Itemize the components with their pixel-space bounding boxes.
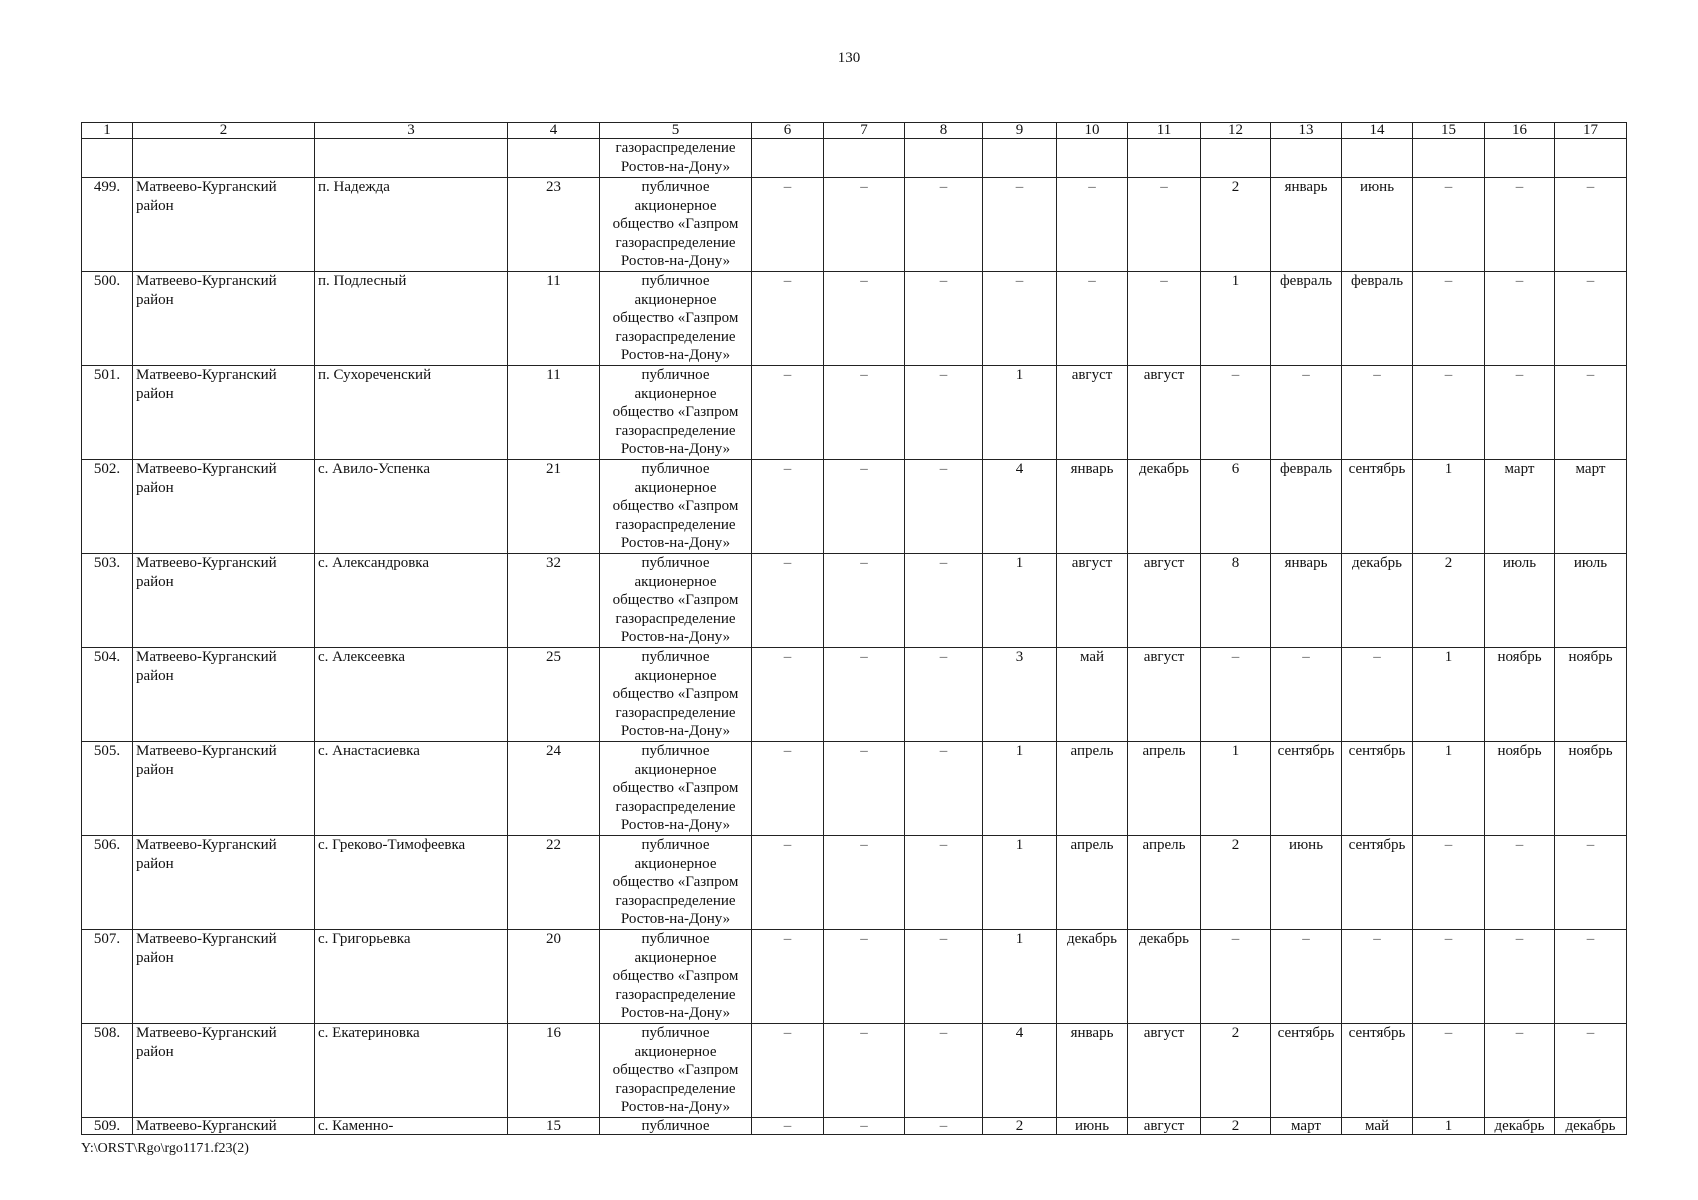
value-cell-6: – xyxy=(752,1118,824,1135)
value-cell-10: январь xyxy=(1057,1024,1128,1118)
value-cell-16: – xyxy=(1485,930,1555,1024)
value-cell-14: июнь xyxy=(1342,178,1413,272)
district-cell: Матвеево-Курганский район xyxy=(133,554,315,648)
count-cell: 20 xyxy=(508,930,600,1024)
table-row xyxy=(82,836,1627,930)
value-cell-10: – xyxy=(1057,272,1128,366)
settlement-cell: с. Алексеевка xyxy=(315,648,508,742)
value-cell-12: – xyxy=(1201,930,1271,1024)
value-cell-11: – xyxy=(1128,178,1201,272)
column-header: 10 xyxy=(1057,123,1128,139)
value-cell-17: – xyxy=(1555,836,1627,930)
operator-cell: публичное акционерное общество «Газпром газораспределение Ростов-на-Дону» xyxy=(600,1024,752,1118)
value-cell-7: – xyxy=(824,178,905,272)
value-cell-13: февраль xyxy=(1271,460,1342,554)
column-header: 17 xyxy=(1555,123,1627,139)
count-cell: 22 xyxy=(508,836,600,930)
value-cell-10: декабрь xyxy=(1057,930,1128,1024)
table-cell xyxy=(1128,139,1201,178)
row-number-cell: 509. xyxy=(82,1118,133,1135)
value-cell-9: 2 xyxy=(983,1118,1057,1135)
operator-cell: публичное акционерное общество «Газпром газораспределение Ростов-на-Дону» xyxy=(600,742,752,836)
value-cell-11: декабрь xyxy=(1128,930,1201,1024)
value-cell-9: – xyxy=(983,178,1057,272)
count-cell: 11 xyxy=(508,366,600,460)
value-cell-10: апрель xyxy=(1057,742,1128,836)
value-cell-7: – xyxy=(824,272,905,366)
value-cell-9: 1 xyxy=(983,742,1057,836)
value-cell-7: – xyxy=(824,930,905,1024)
operator-cell: газораспределение Ростов-на-Дону» xyxy=(600,139,752,178)
continuation-row xyxy=(82,139,1627,178)
settlement-cell: с. Авило-Успенка xyxy=(315,460,508,554)
value-cell-15: – xyxy=(1413,366,1485,460)
value-cell-12: 2 xyxy=(1201,1118,1271,1135)
settlement-cell: п. Сухореченский xyxy=(315,366,508,460)
district-cell: Матвеево-Курганский район xyxy=(133,366,315,460)
column-header: 2 xyxy=(133,123,315,139)
table-row xyxy=(82,460,1627,554)
value-cell-16: ноябрь xyxy=(1485,742,1555,836)
district-cell: Матвеево-Курганский район xyxy=(133,742,315,836)
count-cell: 11 xyxy=(508,272,600,366)
value-cell-16: ноябрь xyxy=(1485,648,1555,742)
value-cell-13: – xyxy=(1271,648,1342,742)
operator-cell: публичное акционерное общество «Газпром газораспределение Ростов-на-Дону» xyxy=(600,460,752,554)
count-cell: 16 xyxy=(508,1024,600,1118)
value-cell-11: август xyxy=(1128,648,1201,742)
value-cell-13: январь xyxy=(1271,554,1342,648)
value-cell-16: – xyxy=(1485,178,1555,272)
value-cell-11: – xyxy=(1128,272,1201,366)
table-cell xyxy=(1485,139,1555,178)
value-cell-17: – xyxy=(1555,1024,1627,1118)
operator-cell: публичное акционерное общество «Газпром газораспределение Ростов-на-Дону» xyxy=(600,930,752,1024)
value-cell-11: август xyxy=(1128,554,1201,648)
value-cell-14: – xyxy=(1342,366,1413,460)
value-cell-16: июль xyxy=(1485,554,1555,648)
district-cell: Матвеево-Курганский район xyxy=(133,178,315,272)
value-cell-15: 1 xyxy=(1413,460,1485,554)
table-row xyxy=(82,272,1627,366)
value-cell-15: 1 xyxy=(1413,648,1485,742)
column-header: 7 xyxy=(824,123,905,139)
value-cell-12: 2 xyxy=(1201,836,1271,930)
value-cell-8: – xyxy=(905,554,983,648)
operator-cell: публичное xyxy=(600,1118,752,1135)
value-cell-7: – xyxy=(824,648,905,742)
value-cell-6: – xyxy=(752,836,824,930)
value-cell-17: март xyxy=(1555,460,1627,554)
table-row xyxy=(82,366,1627,460)
value-cell-10: май xyxy=(1057,648,1128,742)
value-cell-9: 1 xyxy=(983,930,1057,1024)
value-cell-15: – xyxy=(1413,930,1485,1024)
value-cell-17: декабрь xyxy=(1555,1118,1627,1135)
settlement-cell: с. Анастасиевка xyxy=(315,742,508,836)
value-cell-17: – xyxy=(1555,272,1627,366)
table-cell xyxy=(82,139,133,178)
column-number-header-row xyxy=(82,123,1627,139)
table-row xyxy=(82,930,1627,1024)
value-cell-6: – xyxy=(752,930,824,1024)
value-cell-6: – xyxy=(752,366,824,460)
value-cell-7: – xyxy=(824,554,905,648)
table-row xyxy=(82,1024,1627,1118)
value-cell-17: – xyxy=(1555,178,1627,272)
settlement-cell: с. Греково-Тимофеевка xyxy=(315,836,508,930)
table-row xyxy=(82,178,1627,272)
operator-cell: публичное акционерное общество «Газпром газораспределение Ростов-на-Дону» xyxy=(600,648,752,742)
value-cell-6: – xyxy=(752,648,824,742)
table-row xyxy=(82,648,1627,742)
count-cell: 21 xyxy=(508,460,600,554)
value-cell-6: – xyxy=(752,1024,824,1118)
operator-cell: публичное акционерное общество «Газпром газораспределение Ростов-на-Дону» xyxy=(600,836,752,930)
value-cell-16: март xyxy=(1485,460,1555,554)
value-cell-10: – xyxy=(1057,178,1128,272)
table-cell xyxy=(752,139,824,178)
column-header: 13 xyxy=(1271,123,1342,139)
value-cell-10: апрель xyxy=(1057,836,1128,930)
value-cell-15: 1 xyxy=(1413,1118,1485,1135)
value-cell-9: 3 xyxy=(983,648,1057,742)
value-cell-14: – xyxy=(1342,648,1413,742)
value-cell-6: – xyxy=(752,742,824,836)
value-cell-14: май xyxy=(1342,1118,1413,1135)
value-cell-8: – xyxy=(905,930,983,1024)
value-cell-7: – xyxy=(824,1024,905,1118)
value-cell-7: – xyxy=(824,366,905,460)
value-cell-16: – xyxy=(1485,272,1555,366)
value-cell-14: февраль xyxy=(1342,272,1413,366)
value-cell-9: – xyxy=(983,272,1057,366)
table-cell xyxy=(905,139,983,178)
value-cell-8: – xyxy=(905,366,983,460)
count-cell: 25 xyxy=(508,648,600,742)
table-cell xyxy=(1271,139,1342,178)
value-cell-6: – xyxy=(752,178,824,272)
district-cell: Матвеево-Курганский xyxy=(133,1118,315,1135)
row-number-cell: 508. xyxy=(82,1024,133,1118)
row-number-cell: 503. xyxy=(82,554,133,648)
value-cell-11: апрель xyxy=(1128,836,1201,930)
value-cell-8: – xyxy=(905,272,983,366)
value-cell-16: декабрь xyxy=(1485,1118,1555,1135)
value-cell-7: – xyxy=(824,742,905,836)
value-cell-15: – xyxy=(1413,178,1485,272)
row-number-cell: 501. xyxy=(82,366,133,460)
settlement-cell: с. Каменно- xyxy=(315,1118,508,1135)
table-cell xyxy=(133,139,315,178)
column-header: 16 xyxy=(1485,123,1555,139)
value-cell-12: 6 xyxy=(1201,460,1271,554)
district-cell: Матвеево-Курганский район xyxy=(133,930,315,1024)
table-cell xyxy=(1057,139,1128,178)
value-cell-14: – xyxy=(1342,930,1413,1024)
table-cell xyxy=(1413,139,1485,178)
value-cell-11: август xyxy=(1128,366,1201,460)
value-cell-9: 4 xyxy=(983,460,1057,554)
value-cell-6: – xyxy=(752,460,824,554)
value-cell-17: – xyxy=(1555,366,1627,460)
value-cell-8: – xyxy=(905,1118,983,1135)
value-cell-12: – xyxy=(1201,648,1271,742)
value-cell-15: 2 xyxy=(1413,554,1485,648)
table-row xyxy=(82,1118,1627,1135)
settlement-cell: п. Надежда xyxy=(315,178,508,272)
value-cell-9: 1 xyxy=(983,366,1057,460)
row-number-cell: 506. xyxy=(82,836,133,930)
count-cell: 15 xyxy=(508,1118,600,1135)
column-header: 3 xyxy=(315,123,508,139)
value-cell-10: январь xyxy=(1057,460,1128,554)
row-number-cell: 507. xyxy=(82,930,133,1024)
value-cell-9: 1 xyxy=(983,836,1057,930)
value-cell-16: – xyxy=(1485,1024,1555,1118)
value-cell-14: сентябрь xyxy=(1342,460,1413,554)
row-number-cell: 505. xyxy=(82,742,133,836)
row-number-cell: 504. xyxy=(82,648,133,742)
value-cell-11: август xyxy=(1128,1024,1201,1118)
value-cell-11: апрель xyxy=(1128,742,1201,836)
value-cell-14: сентябрь xyxy=(1342,742,1413,836)
page-number: 130 xyxy=(837,50,861,66)
table-cell xyxy=(1201,139,1271,178)
settlement-cell: п. Подлесный xyxy=(315,272,508,366)
column-header: 11 xyxy=(1128,123,1201,139)
value-cell-8: – xyxy=(905,460,983,554)
district-cell: Матвеево-Курганский район xyxy=(133,1024,315,1118)
table-cell xyxy=(315,139,508,178)
district-cell: Матвеево-Курганский район xyxy=(133,272,315,366)
row-number-cell: 499. xyxy=(82,178,133,272)
count-cell: 32 xyxy=(508,554,600,648)
value-cell-12: 2 xyxy=(1201,1024,1271,1118)
value-cell-15: 1 xyxy=(1413,742,1485,836)
column-header: 15 xyxy=(1413,123,1485,139)
table-cell xyxy=(1342,139,1413,178)
count-cell: 23 xyxy=(508,178,600,272)
value-cell-16: – xyxy=(1485,836,1555,930)
value-cell-11: декабрь xyxy=(1128,460,1201,554)
value-cell-14: сентябрь xyxy=(1342,836,1413,930)
value-cell-17: ноябрь xyxy=(1555,648,1627,742)
value-cell-8: – xyxy=(905,648,983,742)
value-cell-11: август xyxy=(1128,1118,1201,1135)
operator-cell: публичное акционерное общество «Газпром газораспределение Ростов-на-Дону» xyxy=(600,272,752,366)
value-cell-15: – xyxy=(1413,1024,1485,1118)
value-cell-12: 1 xyxy=(1201,272,1271,366)
district-cell: Матвеево-Курганский район xyxy=(133,460,315,554)
value-cell-14: сентябрь xyxy=(1342,1024,1413,1118)
value-cell-6: – xyxy=(752,554,824,648)
row-number-cell: 500. xyxy=(82,272,133,366)
settlement-cell: с. Екатериновка xyxy=(315,1024,508,1118)
value-cell-15: – xyxy=(1413,272,1485,366)
value-cell-12: – xyxy=(1201,366,1271,460)
value-cell-10: август xyxy=(1057,366,1128,460)
value-cell-13: – xyxy=(1271,366,1342,460)
value-cell-8: – xyxy=(905,178,983,272)
settlement-cell: с. Григорьевка xyxy=(315,930,508,1024)
value-cell-6: – xyxy=(752,272,824,366)
value-cell-16: – xyxy=(1485,366,1555,460)
district-cell: Матвеево-Курганский район xyxy=(133,836,315,930)
column-header: 14 xyxy=(1342,123,1413,139)
table-row xyxy=(82,554,1627,648)
value-cell-13: сентябрь xyxy=(1271,742,1342,836)
column-header: 12 xyxy=(1201,123,1271,139)
value-cell-7: – xyxy=(824,836,905,930)
column-header: 9 xyxy=(983,123,1057,139)
table-cell xyxy=(508,139,600,178)
value-cell-9: 1 xyxy=(983,554,1057,648)
value-cell-10: август xyxy=(1057,554,1128,648)
table-cell xyxy=(983,139,1057,178)
settlement-cell: с. Александровка xyxy=(315,554,508,648)
table-row xyxy=(82,742,1627,836)
operator-cell: публичное акционерное общество «Газпром газораспределение Ростов-на-Дону» xyxy=(600,554,752,648)
value-cell-9: 4 xyxy=(983,1024,1057,1118)
value-cell-8: – xyxy=(905,836,983,930)
value-cell-17: – xyxy=(1555,930,1627,1024)
operator-cell: публичное акционерное общество «Газпром газораспределение Ростов-на-Дону» xyxy=(600,366,752,460)
column-header: 5 xyxy=(600,123,752,139)
gasification-schedule-table xyxy=(81,122,1627,1135)
column-header: 4 xyxy=(508,123,600,139)
value-cell-8: – xyxy=(905,742,983,836)
value-cell-12: 8 xyxy=(1201,554,1271,648)
value-cell-15: – xyxy=(1413,836,1485,930)
count-cell: 24 xyxy=(508,742,600,836)
value-cell-13: июнь xyxy=(1271,836,1342,930)
value-cell-10: июнь xyxy=(1057,1118,1128,1135)
value-cell-13: январь xyxy=(1271,178,1342,272)
footer-file-path: Y:\ORST\Rgo\rgo1171.f23(2) xyxy=(81,1141,249,1156)
value-cell-13: сентябрь xyxy=(1271,1024,1342,1118)
table-cell xyxy=(1555,139,1627,178)
value-cell-14: декабрь xyxy=(1342,554,1413,648)
value-cell-12: 1 xyxy=(1201,742,1271,836)
value-cell-8: – xyxy=(905,1024,983,1118)
value-cell-7: – xyxy=(824,1118,905,1135)
value-cell-13: февраль xyxy=(1271,272,1342,366)
value-cell-13: – xyxy=(1271,930,1342,1024)
value-cell-7: – xyxy=(824,460,905,554)
district-cell: Матвеево-Курганский район xyxy=(133,648,315,742)
row-number-cell: 502. xyxy=(82,460,133,554)
value-cell-13: март xyxy=(1271,1118,1342,1135)
column-header: 8 xyxy=(905,123,983,139)
column-header: 6 xyxy=(752,123,824,139)
operator-cell: публичное акционерное общество «Газпром газораспределение Ростов-на-Дону» xyxy=(600,178,752,272)
value-cell-17: ноябрь xyxy=(1555,742,1627,836)
value-cell-12: 2 xyxy=(1201,178,1271,272)
column-header: 1 xyxy=(82,123,133,139)
value-cell-17: июль xyxy=(1555,554,1627,648)
table-cell xyxy=(824,139,905,178)
